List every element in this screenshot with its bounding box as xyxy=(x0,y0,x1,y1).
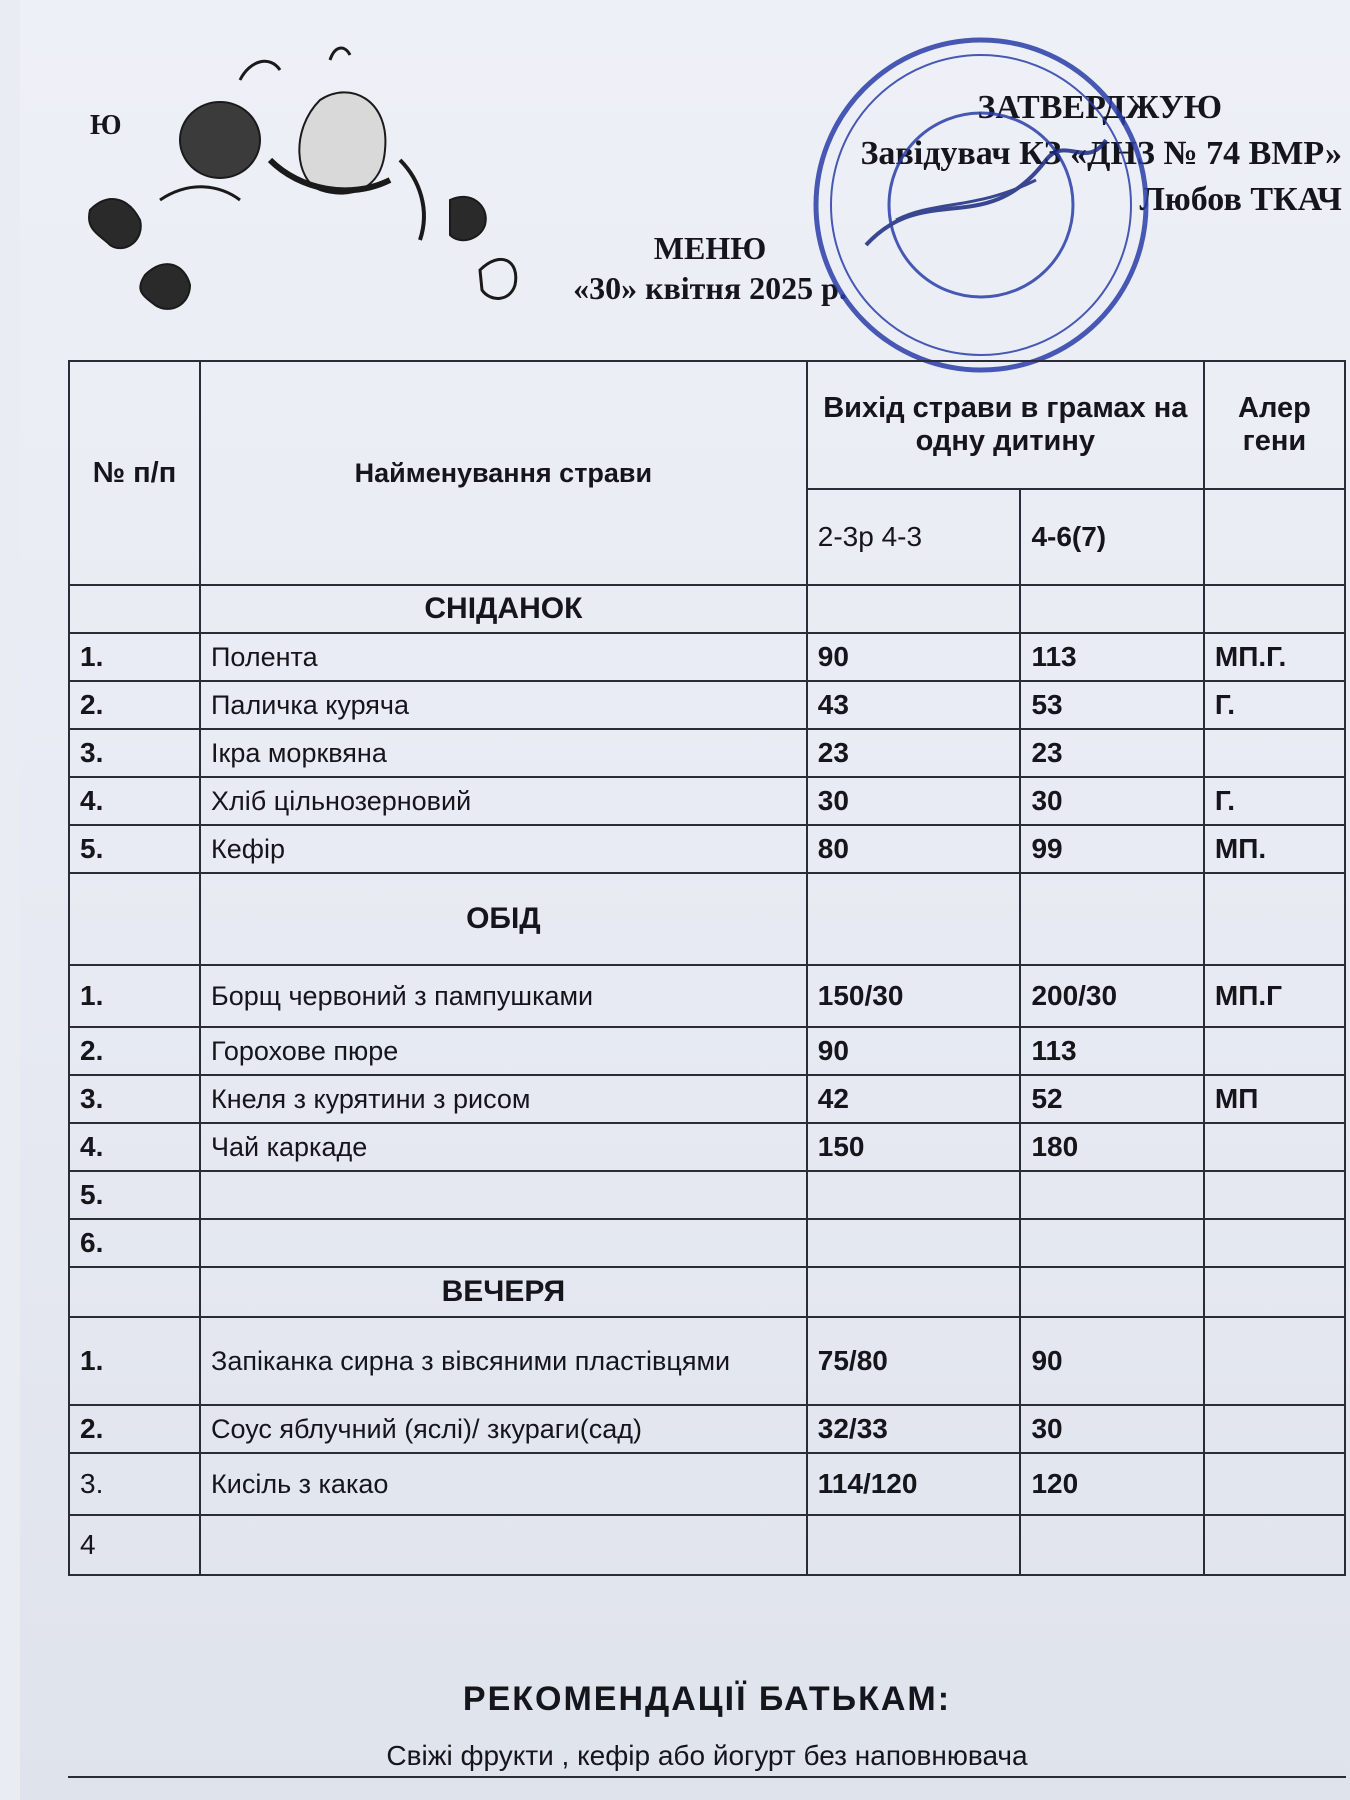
portion-age2: 113 xyxy=(1020,1027,1203,1075)
official-stamp-image xyxy=(806,30,1156,380)
portion-age1: 43 xyxy=(807,681,1021,729)
section-row-lunch xyxy=(69,873,1345,965)
allergens: Г. xyxy=(1204,681,1345,729)
row-num: 2. xyxy=(69,1027,200,1075)
section-title: СНІДАНОК xyxy=(200,585,807,633)
col-header-portion: Вихід страви в грамах на одну дитину xyxy=(807,361,1204,489)
portion-age2: 30 xyxy=(1020,1405,1203,1453)
dish-name: Кнеля з курятини з рисом xyxy=(200,1075,807,1123)
portion-age2: 200/30 xyxy=(1020,965,1203,1027)
approval-signatory: Любов ТКАЧ xyxy=(1139,181,1342,218)
dish-name: Чай каркаде xyxy=(200,1123,807,1171)
dish-name: Запіканка сирна з вівсяними пластівцями xyxy=(200,1317,807,1405)
table-row xyxy=(69,1405,1345,1453)
menu-date: «30» квітня 2025 р. xyxy=(573,270,847,306)
col-header-num: № п/п xyxy=(69,361,200,585)
menu-table xyxy=(68,360,1346,1576)
portion-age1: 80 xyxy=(807,825,1021,873)
dish-name: Кефір xyxy=(200,825,807,873)
row-num: 5. xyxy=(69,1171,200,1219)
col-header-allergens: Алер гени xyxy=(1204,361,1345,489)
portion-age2: 113 xyxy=(1020,633,1203,681)
allergens xyxy=(1204,1515,1345,1575)
portion-age1: 150 xyxy=(807,1123,1021,1171)
row-num: 2. xyxy=(69,681,200,729)
allergens: МП.Г. xyxy=(1204,633,1345,681)
portion-age2: 180 xyxy=(1020,1123,1203,1171)
section-row-dinner xyxy=(69,1267,1345,1317)
menu-title: МЕНЮ xyxy=(653,230,767,266)
allergens xyxy=(1204,1123,1345,1171)
portion-age1: 32/33 xyxy=(807,1405,1021,1453)
table-row xyxy=(69,1027,1345,1075)
allergens: МП.Г xyxy=(1204,965,1345,1027)
portion-age2: 90 xyxy=(1020,1317,1203,1405)
portion-age1: 42 xyxy=(807,1075,1021,1123)
allergens xyxy=(1204,1027,1345,1075)
dish-name: Хліб цільнозерновий xyxy=(200,777,807,825)
row-num: 3. xyxy=(69,1453,200,1515)
allergens: Г. xyxy=(1204,777,1345,825)
approval-position: Завідувач КЗ «ДНЗ № 74 ВМР» xyxy=(860,135,1342,172)
allergens: МП. xyxy=(1204,825,1345,873)
row-num: 1. xyxy=(69,633,200,681)
portion-age1: 114/120 xyxy=(807,1453,1021,1515)
table-row xyxy=(69,1515,1345,1575)
col-header-age2: 4-6(7) xyxy=(1020,489,1203,585)
portion-age2 xyxy=(1020,1171,1203,1219)
dish-name: Соус яблучний (яслі)/ зкураги(сад) xyxy=(200,1405,807,1453)
portion-age1: 75/80 xyxy=(807,1317,1021,1405)
table-row xyxy=(69,825,1345,873)
portion-age1: 30 xyxy=(807,777,1021,825)
dish-name: Борщ червоний з пампушками xyxy=(200,965,807,1027)
col-header-empty xyxy=(1204,489,1345,585)
dish-name: Паличка куряча xyxy=(200,681,807,729)
allergens xyxy=(1204,1171,1345,1219)
table-row xyxy=(69,777,1345,825)
table-row xyxy=(69,729,1345,777)
row-num: 4 xyxy=(69,1515,200,1575)
table-row xyxy=(69,681,1345,729)
table-header-row xyxy=(69,361,1345,489)
dish-name: Полента xyxy=(200,633,807,681)
row-num: 3. xyxy=(69,1075,200,1123)
row-num: 4. xyxy=(69,1123,200,1171)
portion-age1: 150/30 xyxy=(807,965,1021,1027)
table-row xyxy=(69,1317,1345,1405)
portion-age2 xyxy=(1020,1515,1203,1575)
dish-name xyxy=(200,1171,807,1219)
dish-name: Кисіль з какао xyxy=(200,1453,807,1515)
row-num: 1. xyxy=(69,1317,200,1405)
table-row xyxy=(69,1171,1345,1219)
portion-age2: 23 xyxy=(1020,729,1203,777)
portion-age2: 53 xyxy=(1020,681,1203,729)
dish-name xyxy=(200,1219,807,1267)
recommendations-text: Свіжі фрукти , кефір або йогурт без наповнювача xyxy=(68,1740,1346,1778)
portion-age1 xyxy=(807,1515,1021,1575)
row-num: 2. xyxy=(69,1405,200,1453)
row-num: 1. xyxy=(69,965,200,1027)
portion-age1 xyxy=(807,1171,1021,1219)
row-num: 4. xyxy=(69,777,200,825)
row-num: 6. xyxy=(69,1219,200,1267)
row-num: 3. xyxy=(69,729,200,777)
portion-age2: 30 xyxy=(1020,777,1203,825)
table-row xyxy=(69,1075,1345,1123)
dish-name: Ікра морквяна xyxy=(200,729,807,777)
header-mark: Ю xyxy=(90,110,122,141)
table-row xyxy=(69,1453,1345,1515)
portion-age2: 120 xyxy=(1020,1453,1203,1515)
portion-age2: 99 xyxy=(1020,825,1203,873)
portion-age1 xyxy=(807,1219,1021,1267)
col-header-age1: 2-3р 4-3 xyxy=(807,489,1021,585)
table-row xyxy=(69,1219,1345,1267)
dish-name xyxy=(200,1515,807,1575)
portion-age1: 90 xyxy=(807,1027,1021,1075)
allergens xyxy=(1204,1453,1345,1515)
dish-name: Горохове пюре xyxy=(200,1027,807,1075)
allergens: МП xyxy=(1204,1075,1345,1123)
allergens xyxy=(1204,1317,1345,1405)
table-row xyxy=(69,1123,1345,1171)
col-header-name: Найменування страви xyxy=(200,361,807,585)
row-num: 5. xyxy=(69,825,200,873)
fruit-ornament-image xyxy=(70,40,570,330)
portion-age2 xyxy=(1020,1219,1203,1267)
allergens xyxy=(1204,1219,1345,1267)
portion-age1: 90 xyxy=(807,633,1021,681)
section-title: ВЕЧЕРЯ xyxy=(200,1267,807,1317)
portion-age1: 23 xyxy=(807,729,1021,777)
allergens xyxy=(1204,729,1345,777)
table-row xyxy=(69,965,1345,1027)
allergens xyxy=(1204,1405,1345,1453)
section-row-breakfast xyxy=(69,585,1345,633)
section-title: ОБІД xyxy=(200,873,807,965)
approval-title: ЗАТВЕРДЖУЮ xyxy=(977,89,1222,126)
table-row xyxy=(69,633,1345,681)
portion-age2: 52 xyxy=(1020,1075,1203,1123)
recommendations-title: РЕКОМЕНДАЦІЇ БАТЬКАМ: xyxy=(462,1680,952,1718)
